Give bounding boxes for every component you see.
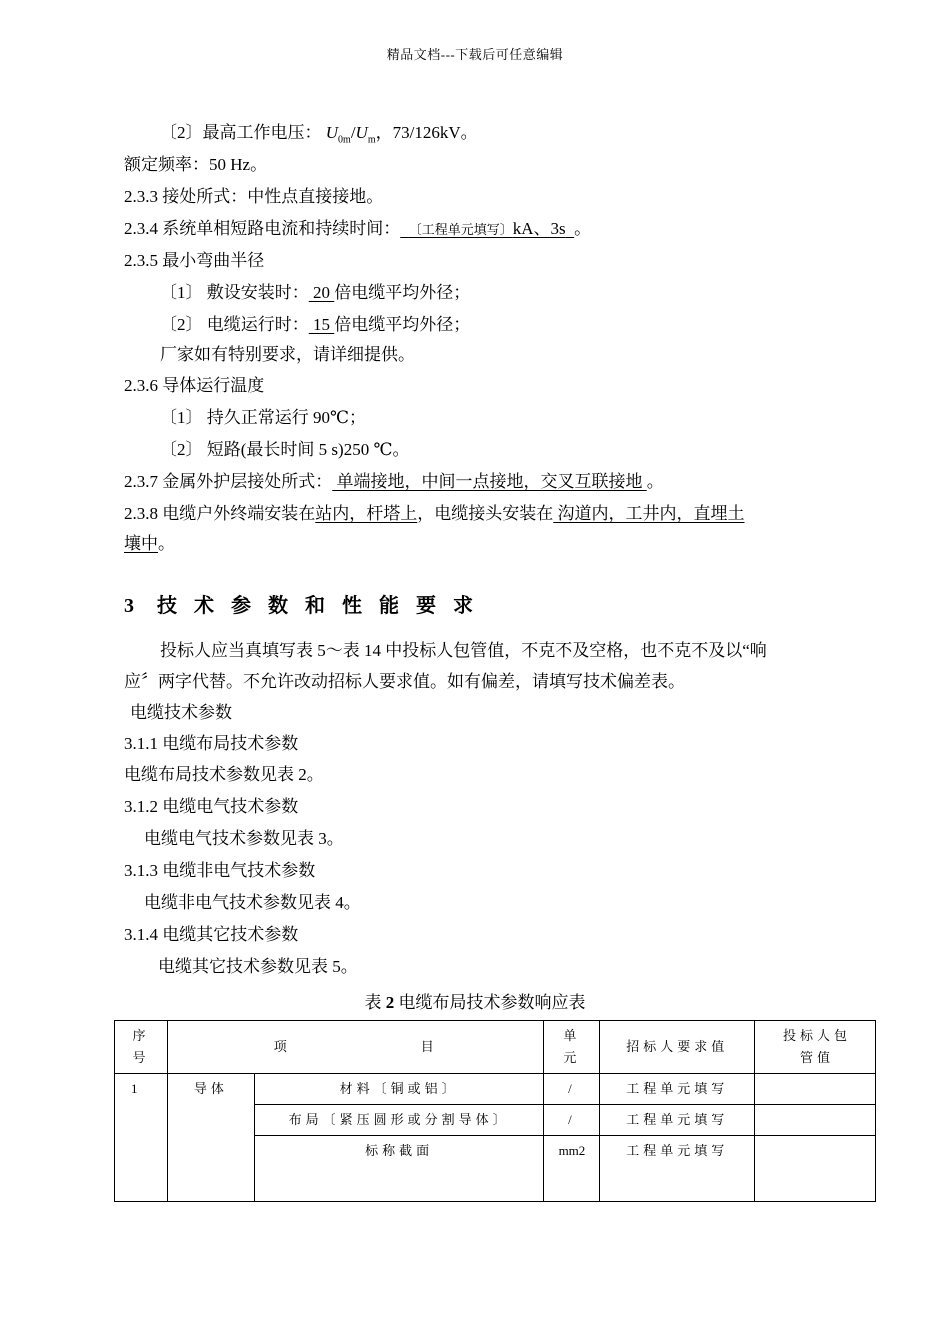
cell-unit: / xyxy=(544,1105,600,1136)
text: 沟道内，工井内，直埋土 xyxy=(557,504,745,523)
line-2-3-8 xyxy=(124,503,745,525)
symbol-u0: U xyxy=(325,123,339,142)
line-2-3-6: 2.3.6 导体运行温度 xyxy=(124,376,265,395)
line-vendor-note: 厂家如有特别要求，请详细提供。 xyxy=(160,345,415,364)
text: 〔工程单元填写〕 xyxy=(408,222,513,237)
text: 倍电缆平均外径； xyxy=(334,315,471,334)
cell-bid[interactable] xyxy=(755,1074,876,1105)
subheading-cable-params: 电缆技术参数 xyxy=(130,703,232,722)
spec-table xyxy=(114,1020,876,1202)
text-3-1-3: 电缆非电气技术参数见表 4。 xyxy=(144,893,361,912)
fill-run-radius xyxy=(309,315,335,334)
cell-seq: 1 xyxy=(115,1074,168,1202)
para-instructions-2: 应〞两字代替。不允许改动招标人要求值。如有偏差，请填写技术偏差表。 xyxy=(124,672,685,691)
text: 15 xyxy=(313,315,330,334)
text: 。 xyxy=(646,472,664,491)
line-2-3-4 xyxy=(124,218,591,241)
section-number: 3 xyxy=(124,595,135,617)
line-install-radius xyxy=(160,282,470,304)
cell-group: 导体 xyxy=(167,1074,254,1202)
text: 2.3.8 电缆户外终端安装在 xyxy=(124,504,316,523)
table-row xyxy=(115,1074,876,1105)
line-run-radius xyxy=(160,314,470,336)
table-caption xyxy=(0,988,950,1013)
text-3-1-4: 电缆其它技术参数见表 5。 xyxy=(158,957,358,976)
symbol-u0-sub: 0m xyxy=(338,134,351,146)
text: 〔2〕最高工作电压： xyxy=(160,123,322,142)
text: 倍电缆平均外径； xyxy=(334,283,471,302)
text: 〔2〕 电缆运行时： xyxy=(160,315,309,334)
text: kA、3s xyxy=(512,219,566,238)
line-2-3-3: 2.3.3 接处所式：中性点直接接地。 xyxy=(124,187,384,206)
text: ，73/126kV。 xyxy=(375,123,478,142)
header-unit: 单元 xyxy=(544,1021,600,1074)
text: ，电缆接头安装在 xyxy=(417,504,554,523)
line-2-3-7 xyxy=(124,471,664,493)
fill-short-circuit xyxy=(400,219,574,238)
section-heading xyxy=(124,589,490,618)
text: 单端接地，中间一点接地，交叉互联接地 xyxy=(336,472,643,491)
line-2-3-5: 2.3.5 最小弯曲半径 xyxy=(124,251,265,270)
para-instructions-1: 投标人应当真填写表 5～表 14 中投标人包管值，不克不及空格，也不克不及以“响 xyxy=(160,641,767,660)
text: / xyxy=(350,123,356,142)
symbol-um: U xyxy=(355,123,368,142)
text: 〔1〕 敷设安装时： xyxy=(160,283,309,302)
fill-install-radius xyxy=(309,283,335,302)
cell-unit: / xyxy=(544,1074,600,1105)
text: 目 xyxy=(420,1039,438,1054)
text: 。 xyxy=(158,534,175,553)
text-3-1-1: 电缆布局技术参数见表 2。 xyxy=(124,765,324,784)
cell-unit: mm2 xyxy=(544,1136,600,1202)
symbol-um-sub: m xyxy=(367,134,376,146)
line-max-voltage xyxy=(160,122,478,151)
subheading-3-1-4: 3.1.4 电缆其它技术参数 xyxy=(124,925,299,944)
subheading-3-1-3: 3.1.3 电缆非电气技术参数 xyxy=(124,861,316,880)
table-header-row xyxy=(115,1021,876,1074)
page-header: 精品文档---下载后可任意编辑 xyxy=(386,47,564,62)
fill-joint-location-cont: 壤中 xyxy=(124,534,158,553)
header-req: 招标人要求值 xyxy=(600,1021,755,1074)
section-title: 技术参数和性能要求 xyxy=(157,595,490,617)
cell-req: 工程单元填写 xyxy=(600,1105,755,1136)
text: 表 xyxy=(364,993,386,1012)
subheading-3-1-2: 3.1.2 电缆电气技术参数 xyxy=(124,797,299,816)
text: 项 xyxy=(273,1039,291,1054)
table-number: 2 xyxy=(385,993,395,1012)
line-normal-temp: 〔1〕 持久正常运行 90℃； xyxy=(160,408,367,427)
fill-joint-location xyxy=(553,504,744,523)
text: 20 xyxy=(313,283,330,302)
line-short-temp: 〔2〕 短路(最长时间 5 s)250 ℃。 xyxy=(160,440,410,459)
line-frequency: 额定频率：50 Hz。 xyxy=(124,155,268,174)
cell-bid[interactable] xyxy=(755,1105,876,1136)
text: 2.3.4 系统单相短路电流和持续时间： xyxy=(124,219,401,238)
header-item xyxy=(167,1021,543,1074)
cell-item: 标称截面 xyxy=(254,1136,544,1202)
text: 2.3.7 金属外护层接处所式： xyxy=(124,472,333,491)
text: 电缆布局技术参数响应表 xyxy=(394,993,586,1012)
header-bid: 投标人包管值 xyxy=(755,1021,876,1074)
cell-bid[interactable] xyxy=(755,1136,876,1202)
header-seq: 序号 xyxy=(115,1021,168,1074)
fill-grounding xyxy=(332,472,647,491)
cell-req: 工程单元填写 xyxy=(600,1074,755,1105)
text: 。 xyxy=(574,219,592,238)
cell-req: 工程单元填写 xyxy=(600,1136,755,1202)
line-2-3-8-cont xyxy=(124,533,175,555)
text-3-1-2: 电缆电气技术参数见表 3。 xyxy=(144,829,344,848)
cell-item: 布局〔紧压圆形或分割导体〕 xyxy=(254,1105,544,1136)
fill-terminal-location: 站内，杆塔上 xyxy=(315,504,418,523)
cell-item: 材料〔铜或铝〕 xyxy=(254,1074,544,1105)
subheading-3-1-1: 3.1.1 电缆布局技术参数 xyxy=(124,734,299,753)
